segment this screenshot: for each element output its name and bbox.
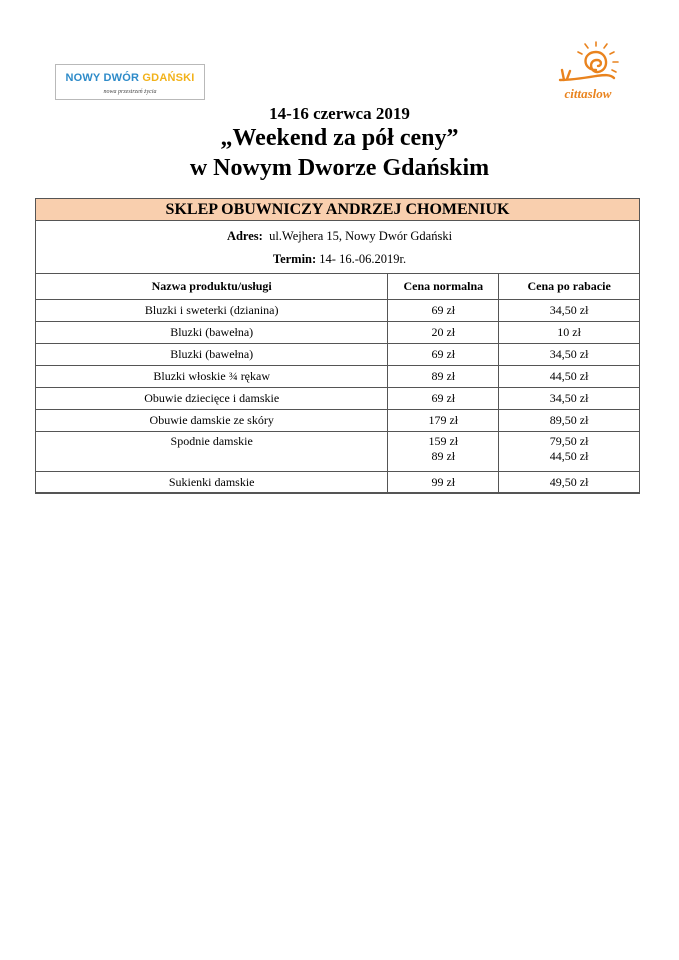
logo-tagline: nowa przestrzeń życia xyxy=(103,89,157,95)
shop-term xyxy=(0,252,679,267)
price-value: 179 zł xyxy=(428,413,459,427)
discount-price-cell xyxy=(499,366,640,388)
term-label: Termin: xyxy=(272,252,317,266)
price-value: 20 zł xyxy=(431,325,456,339)
price-value: 159 zł xyxy=(428,434,459,448)
cittaslow-wordmark: cittaslow xyxy=(564,86,612,101)
discount-price-cell xyxy=(499,322,640,344)
table-row xyxy=(36,366,640,388)
price-value: 79,50 zł xyxy=(549,434,589,448)
discount-price-cell xyxy=(499,432,640,472)
logo-wordmark: NOWY DWÓR GDAŃSKI xyxy=(65,72,195,84)
event-subtitle: w Nowym Dworze Gdańskim xyxy=(189,155,490,181)
table-row xyxy=(36,322,640,344)
nowy-dwor-gdanski-logo xyxy=(55,64,205,100)
shop-name: SKLEP OBUWNICZY ANDRZEJ CHOMENIUK xyxy=(35,198,640,221)
table-row xyxy=(36,388,640,410)
normal-price-cell xyxy=(388,472,499,494)
table-header-row xyxy=(36,274,640,300)
normal-price-cell xyxy=(388,366,499,388)
product-name-cell: Bluzki (bawełna) xyxy=(36,322,388,344)
address-value: ul.Wejhera 15, Nowy Dwór Gdański xyxy=(269,229,453,243)
price-value: 10 zł xyxy=(557,325,581,339)
price-value: 89 zł xyxy=(431,369,456,383)
discount-price-cell xyxy=(499,388,640,410)
price-value: 44,50 zł xyxy=(549,369,589,383)
product-name-cell: Bluzki włoskie ¾ rękaw xyxy=(36,366,388,388)
normal-price-cell xyxy=(388,322,499,344)
normal-price-cell xyxy=(388,432,499,472)
event-date: 14-16 czerwca 2019 xyxy=(269,104,410,123)
product-name-cell: Obuwie damskie ze skóry xyxy=(36,410,388,432)
price-value: 34,50 zł xyxy=(549,391,589,405)
column-header-product: Nazwa produktu/usługi xyxy=(36,274,388,300)
price-value: 69 zł xyxy=(431,391,456,405)
discount-price-cell xyxy=(499,344,640,366)
cittaslow-logo xyxy=(552,40,624,104)
product-name-cell: Sukienki damskie xyxy=(36,472,388,494)
price-value: 34,50 zł xyxy=(549,303,589,317)
column-header-normal-price: Cena normalna xyxy=(388,274,499,300)
price-value: 44,50 zł xyxy=(549,449,589,463)
normal-price-cell xyxy=(388,300,499,322)
product-name-cell: Spodnie damskie xyxy=(36,432,388,472)
price-value: 34,50 zł xyxy=(549,347,589,361)
discount-price-cell xyxy=(499,410,640,432)
table-row xyxy=(36,344,640,366)
table-row xyxy=(36,472,640,494)
column-header-discount-price: Cena po rabacie xyxy=(499,274,640,300)
snail-icon xyxy=(552,40,624,88)
event-title: „Weekend za pół ceny” xyxy=(220,125,459,151)
price-value: 69 zł xyxy=(431,347,456,361)
normal-price-cell xyxy=(388,388,499,410)
shop-address xyxy=(0,229,679,244)
normal-price-cell xyxy=(388,410,499,432)
address-label: Adres: xyxy=(226,229,263,243)
product-name-cell: Obuwie dziecięce i damskie xyxy=(36,388,388,410)
table-row xyxy=(36,432,640,472)
price-value: 89 zł xyxy=(431,449,456,463)
term-value: 14- 16.-06.2019r. xyxy=(319,252,407,266)
price-table xyxy=(35,273,640,494)
price-value: 89,50 zł xyxy=(549,413,589,427)
table-row xyxy=(36,410,640,432)
product-name-cell: Bluzki (bawełna) xyxy=(36,344,388,366)
price-value: 99 zł xyxy=(431,475,456,489)
price-value: 69 zł xyxy=(431,303,456,317)
price-value: 49,50 zł xyxy=(549,475,589,489)
discount-price-cell xyxy=(499,300,640,322)
table-row xyxy=(36,300,640,322)
product-name-cell: Bluzki i sweterki (dzianina) xyxy=(36,300,388,322)
discount-price-cell xyxy=(499,472,640,494)
normal-price-cell xyxy=(388,344,499,366)
